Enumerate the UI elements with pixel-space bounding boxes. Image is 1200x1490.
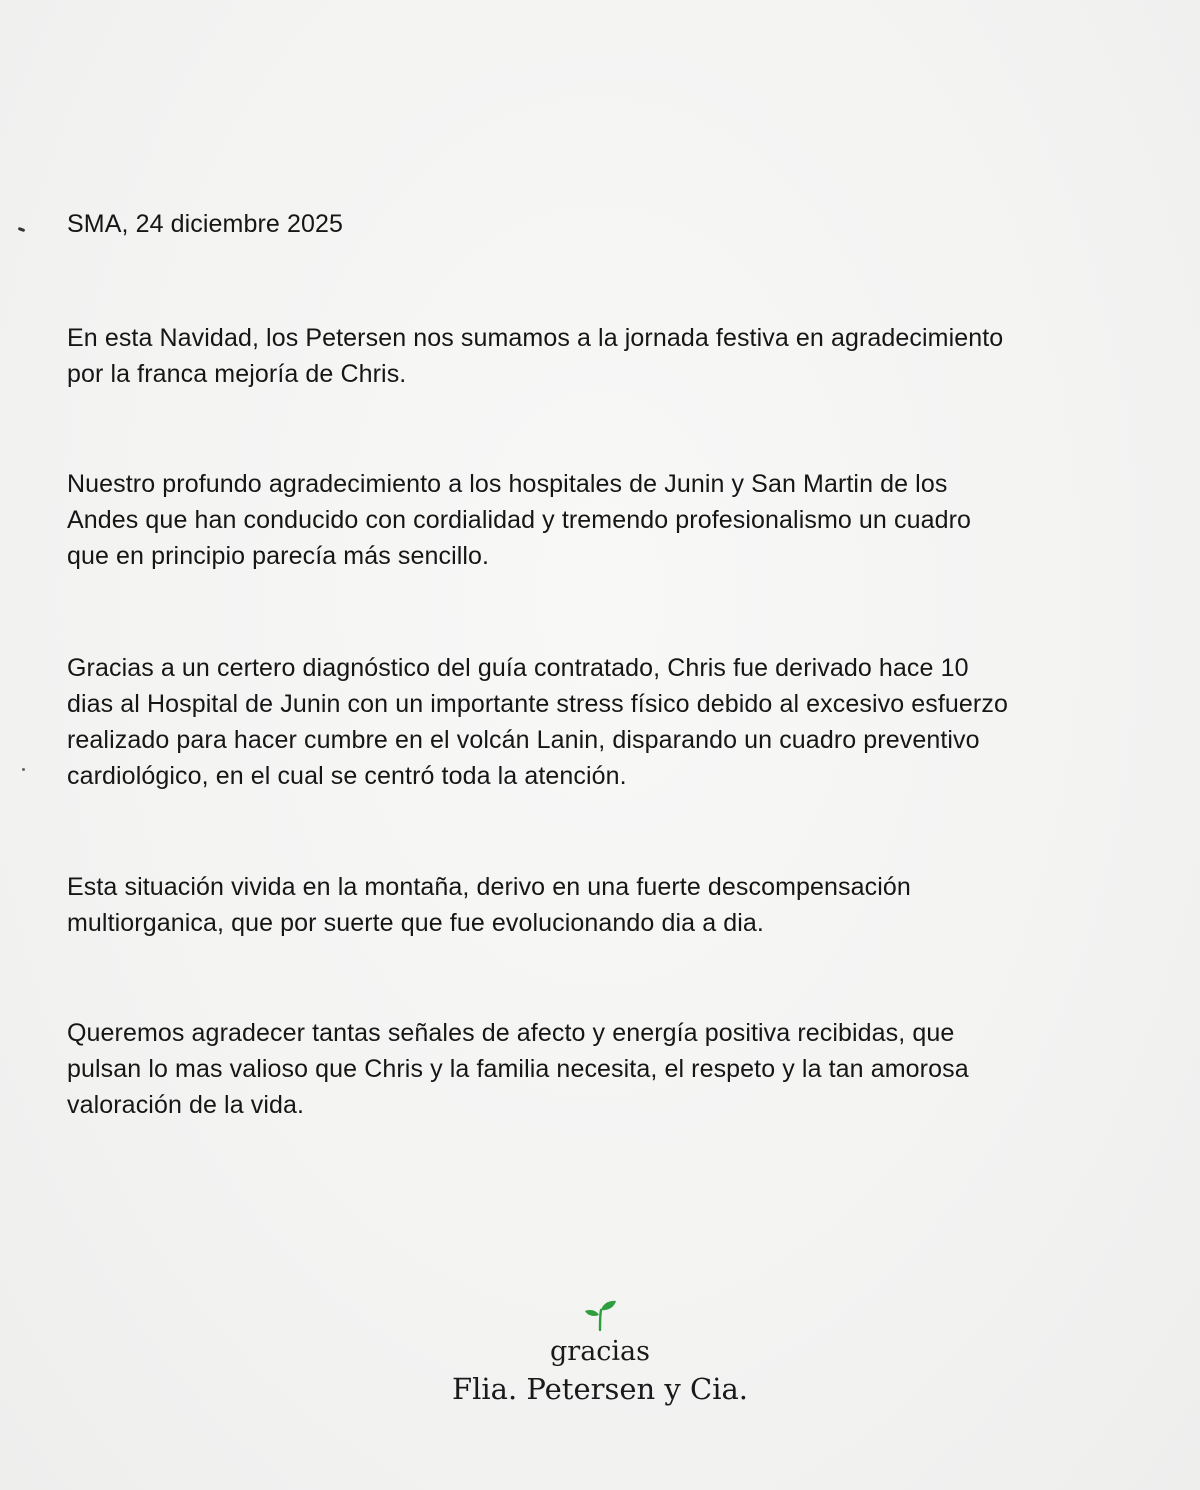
paper-speck <box>22 768 25 771</box>
sprout-icon <box>580 1296 620 1332</box>
paragraph-line: Esta situación vivida en la montaña, derivo en una fuerte descompensación <box>67 873 911 901</box>
letter-date: SMA, 24 diciembre 2025 <box>67 210 343 238</box>
paragraph-line: Andes que han conducido con cordialidad y tremendo profesionalismo un cuadro <box>67 506 972 534</box>
paragraph-line: valoración de la vida. <box>67 1091 305 1119</box>
paragraph-line: realizado para hacer cumbre en el volcán Lanin, disparando un cuadro preventivo <box>67 726 980 754</box>
paragraph-line: cardiológico, en el cual se centró toda la atención. <box>67 762 627 790</box>
paragraph-line: por la franca mejoría de Chris. <box>67 360 407 388</box>
paragraph-diagnosis <box>67 650 1008 794</box>
paragraph-christmas <box>67 320 1003 392</box>
paragraph-hospitals <box>67 466 971 574</box>
paragraph-line: Nuestro profundo agradecimiento a los hospitales de Junin y San Martin de los <box>67 470 948 498</box>
paragraph-line: pulsan lo mas valioso que Chris y la familia necesita, el respeto y la tan amorosa <box>67 1055 969 1083</box>
paragraph-line: multiorganica, que por suerte que fue evolucionando dia a dia. <box>67 909 764 937</box>
signature-block <box>0 1296 1200 1408</box>
signature-family: Flia. Petersen y Cia. <box>452 1372 748 1406</box>
paragraph-line: que en principio parecía más sencillo. <box>67 542 490 570</box>
paragraph-line: Gracias a un certero diagnóstico del guía contratado, Chris fue derivado hace 10 <box>67 654 969 682</box>
pen-mark <box>18 227 26 232</box>
paragraph-gratitude <box>67 1015 969 1123</box>
signature-thanks: gracias <box>550 1336 650 1367</box>
paragraph-line: dias al Hospital de Junin con un importante stress físico debido al excesivo esfuerzo <box>67 690 1008 718</box>
paragraph-situation <box>67 869 911 941</box>
paragraph-line: En esta Navidad, los Petersen nos sumamos a la jornada festiva en agradecimiento <box>67 324 1004 352</box>
paragraph-line: Queremos agradecer tantas señales de afecto y energía positiva recibidas, que <box>67 1019 955 1047</box>
